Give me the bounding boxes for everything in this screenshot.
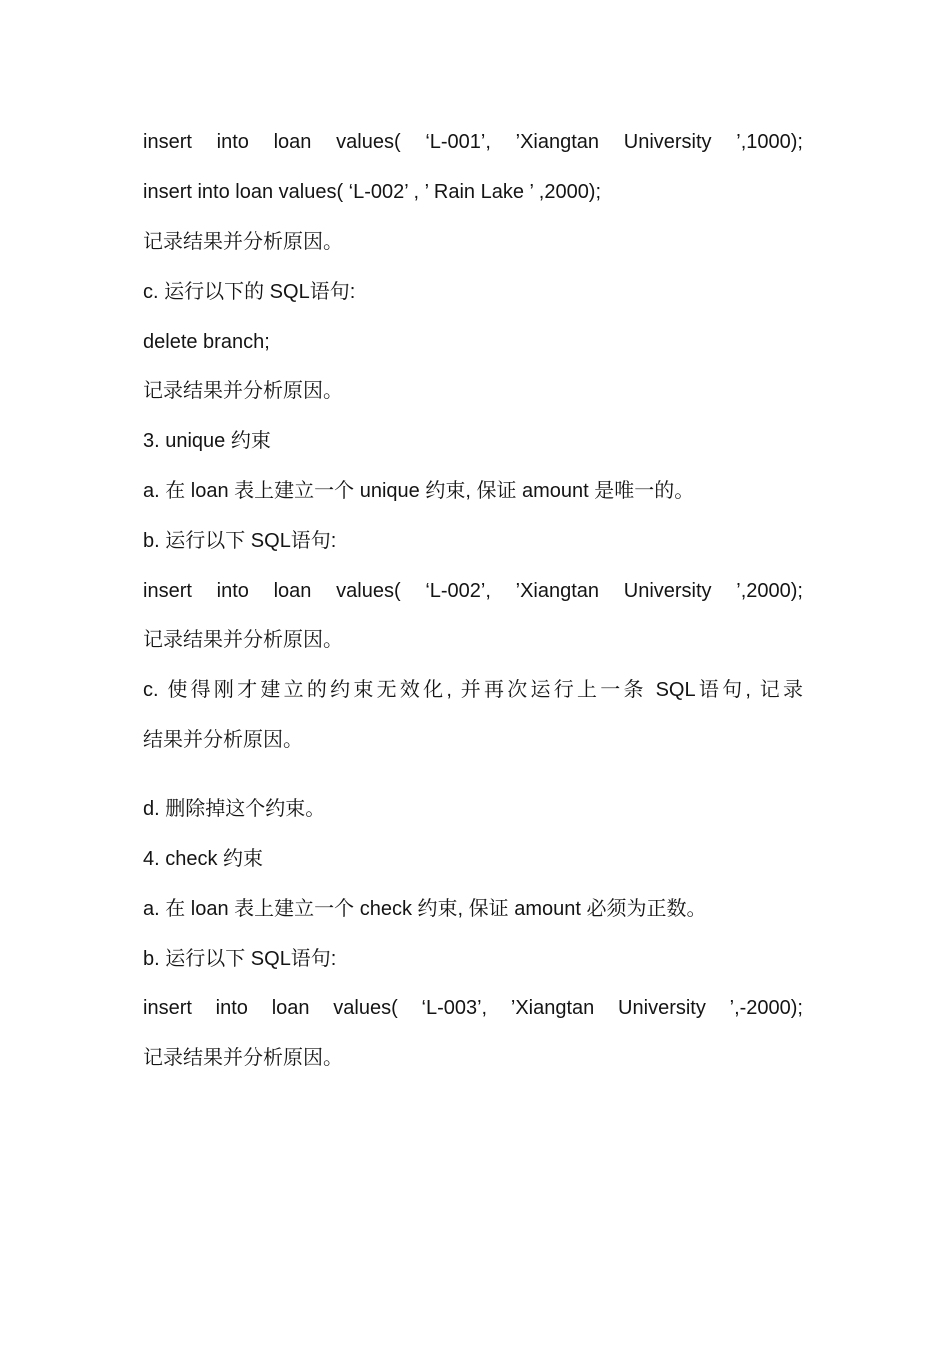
step-d-drop-constraint: d. 删除掉这个约束。 — [143, 798, 326, 820]
instruction-record-result: 记录结果并分析原因。 — [143, 231, 343, 253]
step-c-run-sql: c. 运行以下的 SQL语句: — [143, 281, 356, 303]
section-heading-check: 4. check 约束 — [143, 848, 264, 870]
instruction-record-result: 记录结果并分析原因。 — [143, 629, 343, 651]
step-a-create-check: a. 在 loan 表上建立一个 check 约束, 保证 amount 必须为正数。 — [143, 898, 707, 920]
step-b-run-sql: b. 运行以下 SQL语句: — [143, 530, 337, 552]
instruction-record-result: 记录结果并分析原因。 — [143, 1047, 343, 1069]
step-a-create-unique: a. 在 loan 表上建立一个 unique 约束, 保证 amount 是唯一的。 — [143, 480, 695, 502]
step-c-continuation: 结果并分析原因。 — [143, 729, 303, 751]
sql-insert-l001: insert into loan values( ‘L-001’, ’Xiangtan University ’,1000); — [143, 131, 803, 153]
sql-delete-branch: delete branch; — [143, 331, 270, 353]
sql-insert-l002-rain-lake: insert into loan values( ‘L-002’ , ’ Rain Lake ’ ,2000); — [143, 181, 602, 203]
step-b-run-sql: b. 运行以下 SQL语句: — [143, 948, 337, 970]
sql-insert-l003: insert into loan values( ‘L-003’, ’Xiangtan University ’,-2000); — [143, 997, 803, 1019]
instruction-record-result: 记录结果并分析原因。 — [143, 380, 343, 402]
section-heading-unique: 3. unique 约束 — [143, 430, 271, 452]
step-c-disable-constraint: c. 使得刚才建立的约束无效化, 并再次运行上一条 SQL语句, 记录 — [143, 679, 803, 701]
sql-insert-l002-xiangtan: insert into loan values( ‘L-002’, ’Xiangtan University ’,2000); — [143, 580, 803, 602]
